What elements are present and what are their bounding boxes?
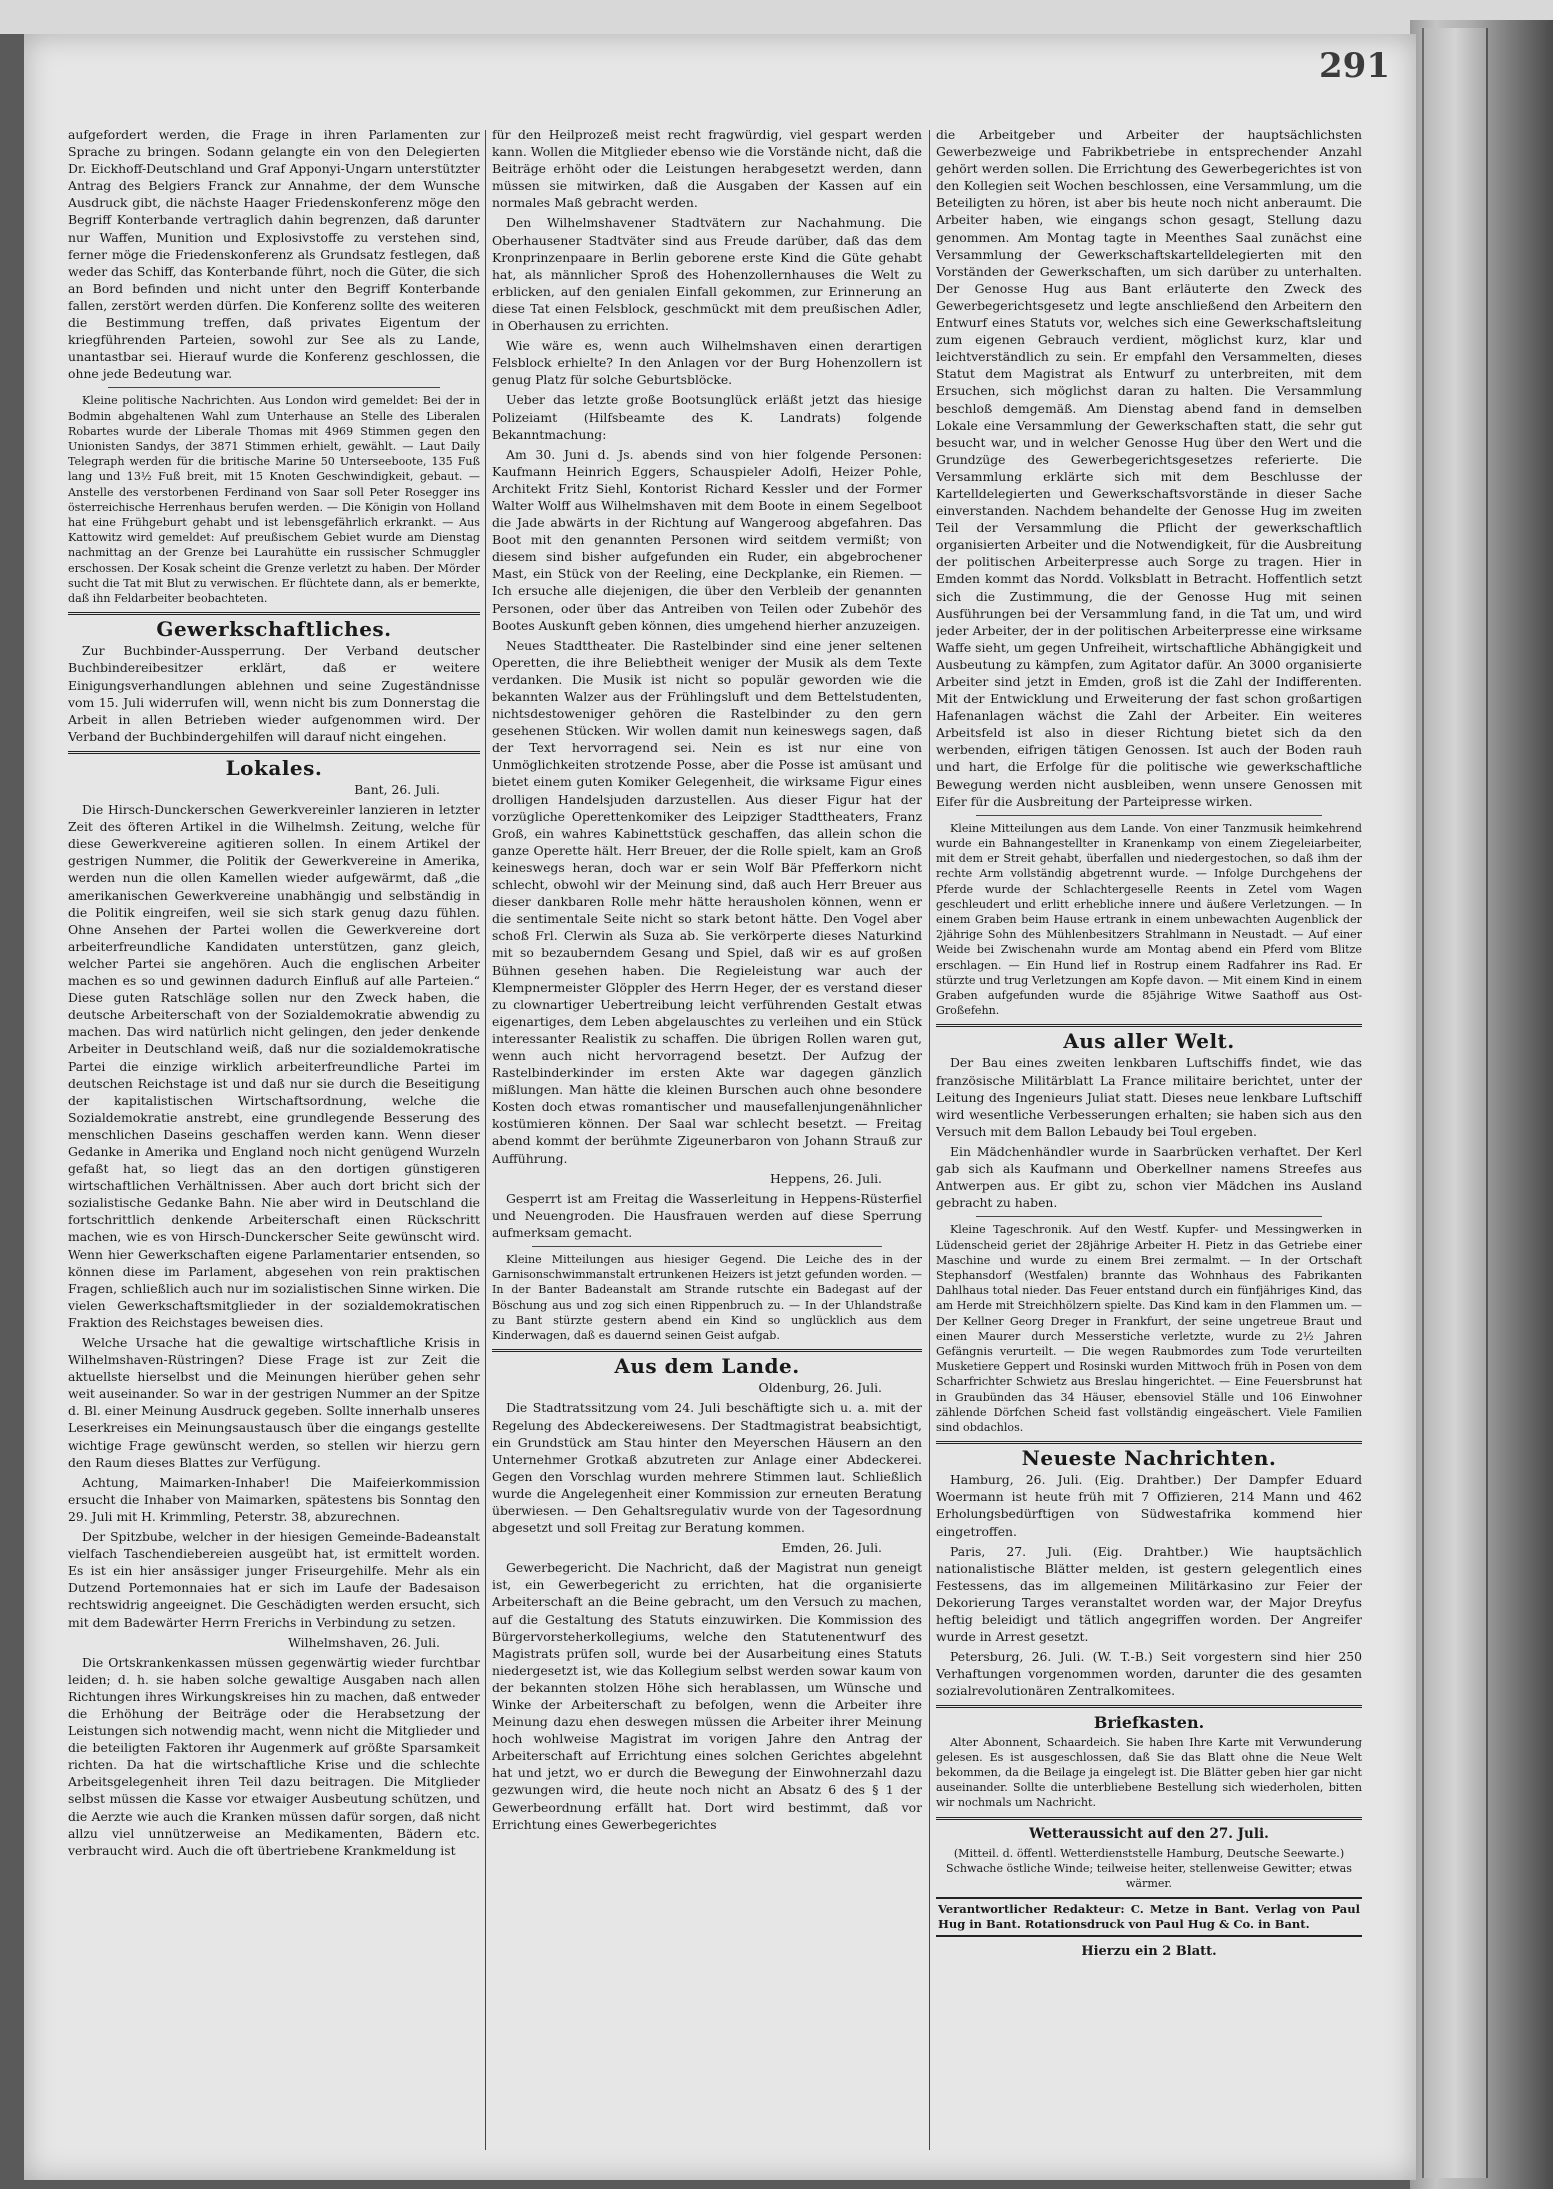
section-rule xyxy=(492,1349,922,1352)
supplement-note: Hierzu ein 2 Blatt. xyxy=(1081,1944,1217,1960)
book-spine xyxy=(1422,28,1488,2178)
dateline: Emden, 26. Juli. xyxy=(781,1540,882,1556)
news-brief: Kleine Tageschronik. Auf den Westf. Kupfer- und Messingwerken in Lüdenscheid geriet der 28jährige Arbeiter H. Pietz in das Getriebe einer Maschine und wurde zu einem Brei zermalmt. — In der Ortschaft Stephansdorf (Westfalen) brannte das Wohnhaus des Fabrikanten Dahlhaus total nieder. Das Feuer entstand durch ein fünfjähriges Kind, das am Herde mit Streichhölzern spielte. Das Kind kam in den Flammen um. — Der Kellner Georg Dreger in Frankfurt, der seine ungetreue Braut und einen Maurer durch Messerstiche verletzte, wurde zu 2½ Jahren Gefängnis verurteilt. — Die wegen Raubmordes zum Tode verurteilten Musketiere Geppert und Rosinski wurden Mittwoch früh in Posen von dem Scharfrichter Schwietz aus Breslau hingerichtet. — Eine Feuersbrunst hat in Graubünden das 34 Häuser, ebensoviel Ställe und 106 Einwohner zählende Dörfchen Scheid fast vollständig eingeäschert. Viele Familien sind obdachlos. xyxy=(936,1223,1362,1434)
article-paragraph: Ueber das letzte große Bootsunglück erläßt jetzt das hiesige Polizeiamt (Hilfsbeamte des K. Landrats) folgende Bekanntmachung: xyxy=(492,392,922,442)
article-paragraph: Zur Buchbinder-Aussperrung. Der Verband deutscher Buchbindereibesitzer erklärt, daß er weitere Einigungsverhandlungen ablehnen und seine Zugeständnisse vom 15. Juli widerrufen will, wenn nicht bis zum Donnerstag die Arbeit in allen Betrieben wieder aufgenommen wird. Der Verband der Buchbindergehilfen will darauf nicht eingehen. xyxy=(68,643,480,744)
article-paragraph: Der Spitzbube, welcher in der hiesigen Gemeinde-Badeanstalt vielfach Taschendiebereien ausgeübt hat, ist ermittelt worden. Es ist ein hier ansässiger junger Friseurgehilfe. Mehr als ein Dutzend Portemonnaies hat er sich im Laufe der Badesaison rechtswidrig angeeignet. Die Geschädigten werden ersucht, sich mit dem Badewärter Herrn Frerichs in Verbindung zu setzen. xyxy=(68,1529,480,1630)
column-1 xyxy=(68,126,480,2160)
article-paragraph: Der Bau eines zweiten lenkbaren Luftschiffs findet, wie das französische Militärblatt La France militaire berichtet, unter der Leitung des Ingenieurs Juliat statt. Dieses neue lenkbare Luftschiff wird wesentliche Verbesserungen erhalten; sie haben sich aus den Versuch mit dem Ballon Lebaudy bei Toul ergeben. xyxy=(936,1055,1362,1139)
news-brief: Kleine politische Nachrichten. Aus London wird gemeldet: Bei der in Bodmin abgehaltenen Wahl zum Unterhause an Stelle des Liberalen Robartes wurde der Liberale Thomas mit 4969 Stimmen gegen den Unionisten Sandys, der 3871 Stimmen erhielt, gewählt. — Laut Daily Telegraph werden für die britische Marine 50 Unterseeboote, 135 Fuß lang und 13½ Fuß breit, mit 15 Knoten Geschwindigkeit, gebaut. — Anstelle des verstorbenen Ferdinand von Saar soll Peter Rosegger ins österreichische Herrenhaus berufen werden. — Die Königin von Holland hat eine Frühgeburt gehabt und ist lebensgefährlich erkrankt. — Aus Kattowitz wird gemeldet: Auf preußischem Gebiet wurde am Dienstag nachmittag an der Grenze bei Laurahütte ein russischer Schmuggler erschossen. Der Kosak scheint die Grenze verletzt zu haben. Der Mörder sucht die Tat mit Blut zu verwischen. Er flüchtete dann, als er bemerkte, daß ihn Feldarbeiter beobachteten. xyxy=(68,394,480,606)
article-paragraph: Ein Mädchenhändler wurde in Saarbrücken verhaftet. Der Kerl gab sich als Kaufmann und Oberkellner namens Streefes aus Antwerpen aus. Er gibt zu, schon vier Mädchen ins Ausland gebracht zu haben. xyxy=(936,1143,1362,1211)
separator xyxy=(976,1216,1322,1217)
section-heading-lokales: Lokales. xyxy=(225,755,323,780)
section-rule xyxy=(936,1441,1362,1444)
article-paragraph: Wie wäre es, wenn auch Wilhelmshaven einen derartigen Felsblock erhielte? In den Anlagen vor der Burg Hohenzollern ist genug Platz für solche Geburtsblöcke. xyxy=(492,338,922,388)
article-paragraph: Gesperrt ist am Freitag die Wasserleitung in Heppens-Rüsterfiel und Neuengroden. Die Hausfrauen werden auf diese Sperrung aufmerksam gemacht. xyxy=(492,1190,922,1240)
article-paragraph: Die Hirsch-Dunckerschen Gewerkvereinler lanzieren in letzter Zeit des öfteren Artikel in die Wilhelmsh. Zeitung, welche für diese Gewerkvereine agitieren sollen. In einem Artikel der gestrigen Nummer, die Politik der Gewerkvereine in Amerika, werden nun die ollen Kamellen wieder aufgewärmt, daß „die amerikanischen Gewerkvereine unabhängig und selbständig in die Politik eingreifen, weil sie sich stark genug dazu fühlen. Ohne Ansehen der Partei wollen die Gewerkvereine dort arbeiterfreundliche Kandidaten unterstützen, ganz gleich, welcher Partei sie angehören. Auch die englischen Arbeiter machen es so und gewinnen dadurch Einfluß auf alle Parteien.“ Diese guten Ratschläge sollen nur den Zweck haben, die deutsche Arbeiterschaft von der Sozialdemokratie abwendig zu machen. Das wird natürlich nicht gelingen, den jeder denkende Arbeiter in Deutschland weiß, daß nur die sozialdemokratische Partei die einzige wirklich arbeiterfreundliche Partei im deutschen Reichstage ist und daß nur sie durch die Beseitigung der kapitalistischen Wirtschaftsordnung, welche die Sozialdemokratie anstrebt, eine grundlegende Besserung des menschlichen Daseins geschaffen werden kann. Wenn dieser Gedanke in Amerika und England noch nicht genügend Wurzeln gefaßt hat, so liegt das an den dortigen günstigeren wirtschaftlichen Verhältnissen. Aber auch dort bricht sich der sozialistische Gedanke Bahn. Nie aber wird in Deutschland die fortschrittlich denkende Arbeiterschaft einen Rückschritt machen, wie es von Hirsch-Dunckerscher Seite gewünscht wird. Wenn hier Gewerkschaften eigene Parlamentarier entsenden, so können diese im Parlament, abgesehen von rein praktischen Fragen, schließlich auch nur im sozialistischen Sinne wirken. Die vielen Gewerkschaftsmitglieder in der sozialdemokratischen Fraktion des Reichstages beweisen dies. xyxy=(68,802,480,1330)
section-heading-neueste-nachrichten: Neueste Nachrichten. xyxy=(1021,1446,1277,1471)
article-paragraph: Hamburg, 26. Juli. (Eig. Drahtber.) Der Dampfer Eduard Woermann ist heute früh mit 7 Offizieren, 214 Mann und 462 Erholungsbedürftigen von Südwestafrika kommend hier eingetroffen. xyxy=(936,1472,1362,1539)
news-brief: Kleine Mitteilungen aus dem Lande. Von einer Tanzmusik heimkehrend wurde ein Bahnangestellter in Kranenkamp von einem Ziegeleiarbeiter, mit dem er Streit gehabt, überfallen und niedergestochen, so daß ihm der rechte Arm vollständig abgetrennt wurde. — Infolge Durchgehens der Pferde wurde der Schlachtergeselle Reents in Zetel vom Wagen geschleudert und erlitt erhebliche innere und äußere Verletzungen. — In einem Graben beim Hause ertrank in einem unbewachten Augenblick der 2jährige Sohn des Mühlenbesitzers Strahlmann in Neustadt. — Auf einer Weide bei Zwischenahn wurde am Montag abend ein Pferd vom Blitze erschlagen. — Ein Hund lief in Rostrup einem Radfahrer ins Rad. Er stürzte und trug Verletzungen am Kopfe davon. — Mit einem Kind in einem Graben aufgefunden wurde die 85jährige Witwe Saathoff aus Ost-Großefehn. xyxy=(936,821,1362,1018)
imprint: Verantwortlicher Redakteur: C. Metze in Bant. Verlag von Paul Hug in Bant. Rotationsdruck von Paul Hug & Co. in Bant. xyxy=(936,1897,1362,1937)
weather-forecast: (Mitteil. d. öffentl. Wetterdienststelle Hamburg, Deutsche Seewarte.) Schwache östliche Winde; teilweise heiter, stellenweise Gewitter; etwas wärmer. xyxy=(946,1846,1352,1891)
section-rule xyxy=(936,1705,1362,1708)
dateline: Bant, 26. Juli. xyxy=(354,782,440,797)
separator xyxy=(976,815,1322,816)
dateline: Heppens, 26. Juli. xyxy=(769,1170,882,1186)
section-heading-aus-dem-lande: Aus dem Lande. xyxy=(614,1354,800,1379)
dateline: Oldenburg, 26. Juli. xyxy=(758,1380,882,1396)
section-rule xyxy=(936,1817,1362,1820)
article-paragraph: Neues Stadttheater. Die Rastelbinder sind eine jener seltenen Operetten, die ihre Beliebtheit weniger der Musik als dem Texte verdanken. Die Musik ist nicht so populär geworden wie die bekannten Walzer aus der Frühlingsluft und dem Bettelstudenten, nichtsdestoweniger gehören die Rastelbinder zu den gern gesehenen Stücken. Wir wollen damit nun keineswegs sagen, daß der Text hervorragend sei. Nein es ist nur eine von Unmöglichkeiten strotzende Posse, aber die Posse ist amüsant und bietet einem guten Komiker Gelegenheit, die wirksame Figur eines drolligen Handelsjuden darzustellen. Aus dieser Figur hat der vorzügliche Operettenkomiker des Leipziger Stadttheaters, Franz Groß, ein wahres Kabinettstück geschaffen, das allein schon die ganze Operette hält. Herr Breuer, der die Rolle spielt, kam an Groß keineswegs heran, doch war er sein Wolf Bär Pfefferkorn nicht schlecht, obwohl wir der Meinung sind, daß auch Herr Breuer aus dieser dankbaren Rolle mehr hätte herausholen können, wenn er die sentimentale Seite nicht so stark betont hätte. Den Vogel aber schoß Frl. Clerwin als Suza ab. Sie verkörperte dieses Naturkind mit so bezauberndem Gesang und Spiel, daß wir es auf großen Bühnen gesehen haben. Die Regieleistung war auch der Klempnermeister Glöppler des Herrn Heger, der es verstand dieser zu clownartiger Uebertreibung leicht verführenden Gestalt etwas eigenartiges, dem Leben abgelauschtes zu verleihen und ein Stück interessanter Realistik zu schaffen. Die übrigen Rollen waren gut, wenn auch nicht hervorragend besetzt. Der Aufzug der Rastelbinderkinder im ersten Akte war dagegen gänzlich mißlungen. Man hätte die kleinen Burschen auch ohne besondere Kosten doch etwas romantischer und mausefallenjungenähnlicher kostümieren können. Der Saal war schlecht besetzt. — Freitag abend kommt der berühmte Zigeunerbaron von Johann Strauß zur Aufführung. xyxy=(492,637,922,1166)
article-paragraph: Petersburg, 26. Juli. (W. T.-B.) Seit vorgestern sind hier 250 Verhaftungen vorgenommen worden, darunter die des gesamten sozialrevolutionären Zentralkomitees. xyxy=(936,1649,1362,1699)
page-number: 291 xyxy=(1319,46,1390,86)
article-paragraph: Achtung, Maimarken-Inhaber! Die Maifeierkommission ersucht die Inhaber von Maimarken, spätestens bis Sonntag den 29. Juli mit H. Krimmling, Peterstr. 38, abzurechnen. xyxy=(68,1474,480,1524)
article-paragraph: Die Stadtratssitzung vom 24. Juli beschäftigte sich u. a. mit der Regelung des Abdeckereiwesens. Der Stadtmagistrat beabsichtigt, ein Grundstück am Stau hinter den Meyerschen Häusern an den Unternehmer Grotkaß abzutreten zur Anlage einer Abdeckerei. Gegen den Vorschlag wurden mehrere Stimmen laut. Schließlich wurde die Angelegenheit einer Kommission zur erneuten Beratung überwiesen. — Den Gehaltsregulativ wurde von der Tagesordnung abgesetzt und soll Freitag zur Beratung kommen. xyxy=(492,1400,922,1536)
column-2 xyxy=(492,126,922,2160)
column-rule xyxy=(929,130,930,2150)
column-rule xyxy=(485,130,486,2150)
separator xyxy=(108,387,440,388)
newspaper-page xyxy=(24,34,1416,2180)
weather-heading: Wetteraussicht auf den 27. Juli. xyxy=(1029,1825,1269,1842)
section-heading-aus-aller-welt: Aus aller Welt. xyxy=(1063,1029,1235,1054)
article-paragraph: die Arbeitgeber und Arbeiter der hauptsächlichsten Gewerbezweige und Fabrikbetriebe in entsprechender Anzahl gehört werden sollen. Die Errichtung des Gewerbegerichtes ist von den Kollegien seit Wochen beschlossen, eine Versammlung, um die Beteiligten zu hören, ist aber bis heute noch nicht anberaumt. Die Arbeiter haben, wie eingangs schon gesagt, Stellung dazu genommen. Am Montag tagte in Meenthes Saal zunächst eine Versammlung der Gewerkschaftskartelldelegierten mit den Vorständen der Gewerkschaften, um sich darüber zu unterhalten. Der Genosse Hug aus Bant erläuterte den Zweck des Gewerbegerichtsgesetz und legte anschließend den Arbeitern den Entwurf eines Statuts vor, welches sich eine Gewerkschaftsleitung zum eigenen Gebrauch verdient, möglichst kurz, klar und leichtverständlich zu sein. Er empfahl den Versammelten, dieses Statut dem Magistrat als Entwurf zu unterbreiten, mit dem Ersuchen, sich möglichst daran zu halten. Die Versammlung beschloß demgemäß. Am Dienstag abend fand in demselben Lokale eine Versammlung der Gewerkschaften statt, die sehr gut besucht war, und in welcher Genosse Hug über den Wert und die Grundzüge des Gewerbegerichtsgesetzes referierte. Die Versammlung erklärte sich mit dem Beschlusse der Kartelldelegierten und Gewerkschaftsvorstände in dieser Sache einverstanden. Nachdem behandelte der Genosse Hug im zweiten Teil der Versammlung die Pflicht der gewerkschaftlich organisierten Arbeiter und die Notwendigkeit, für die Ausbreitung der politischen Arbeiterpresse auch Sorge zu tragen. Hier in Emden kommt das Nordd. Volksblatt in Betracht. Hoffentlich setzt sich die Zustimmung, die der Genosse Hug mit seinen Ausführungen bei der Versammlung fand, in die Tat um, und wird jeder Arbeiter, der in der politischen Arbeiterpresse eine wirksame Waffe sieht, um gegen Unfreiheit, wirtschaftliche Abhängigkeit und Ausbeutung zu kämpfen, zum Agitator dafür. An 3000 organisierte Arbeiter sind jetzt in Emden, groß ist die Zahl der Indifferenten. Mit der Entwicklung und Erweiterung der fast schon großartigen Hafenanlagen wächst die Zahl der Arbeiter. Ein weiteres Arbeitsfeld ist also in dieser Richtung bietet sich da den werbenden, eifrigen tätigen Genossen. Ist auch der Boden rauh und hart, die Erfolge für die politische wie gewerkschaftliche Bewegung werden nicht ausbleiben, wenn unsere Genossen mit Eifer für die Ausbreitung der Parteipresse wirken. xyxy=(936,127,1362,809)
section-rule xyxy=(936,1024,1362,1027)
scan-top-edge xyxy=(0,0,1553,34)
article-paragraph: Den Wilhelmshavener Stadtvätern zur Nachahmung. Die Oberhausener Stadtväter sind aus Freude darüber, daß das dem Kronprinzenpaare in Berlin geborene erste Kind die Güte gehabt hat, als männlicher Sproß des Hohenzollernhauses die Welt zu erblicken, auf den genialen Einfall gekommen, zur Erinnerung an diese Tat einen Felsblock, geschmückt mit dem preußischen Adler, in Oberhausen zu errichten. xyxy=(492,215,922,334)
article-paragraph: Die Ortskrankenkassen müssen gegenwärtig wieder furchtbar leiden; d. h. sie haben solche gewaltige Ausgaben nach allen Richtungen ihres Wirkungskreises hin zu machen, daß entweder die Erhöhung der Beiträge oder die Herabsetzung der Leistungen sich notwendig macht, wenn nicht die Mitglieder und die beteiligten Faktoren ihr Augenmerk auf größte Sparsamkeit richten. Da hat die wirtschaftliche Krise und die schlechte Arbeitsgelegenheit ihren Teil dazu beitragen. Die Mitglieder selbst müssen die Kasse vor etwaiger Ausbeutung schützen, und die Aerzte wie auch die Kranken müssen dafür sorgen, daß nicht allzu viel unnützerweise an Medikamenten, Bädern etc. verbraucht wird. Auch die oft übertriebene Krankmeldung ist xyxy=(68,1654,480,1858)
section-heading-briefkasten: Briefkasten. xyxy=(1093,1713,1205,1733)
letter-reply: Alter Abonnent, Schaardeich. Sie haben Ihre Karte mit Verwunderung gelesen. Es ist ausgeschlossen, daß Sie das Blatt ohne die Neue Welt bekommen, da die Beilage ja eingelegt ist. Die Blätter geben hier gar nicht auseinander. Sollte die unterbliebene Bestellung sich wiederholen, bitten wir nochmals um Nachricht. xyxy=(936,1735,1362,1810)
article-paragraph: Gewerbegericht. Die Nachricht, daß der Magistrat nun geneigt ist, ein Gewerbegericht zu errichten, hat die organisierte Arbeiterschaft an die Beine gebracht, um den Versuch zu machen, auf die Gestaltung des Statuts einzuwirken. Die Kommission des Bürgervorsteherkollegiums, welche den Statutenentwurf des Magistrats prüfen soll, wurde bei der Ausarbeitung eines Statuts niedergesetzt ist, wie das Kollegium selbst werden sowar kaum von der bekannten stolzen Höhe sich herablassen, um Wünsche und Winke der Arbeiterschaft zu befolgen, wenn die Arbeiter ihre Meinung dazu ehen deswegen müssen die Arbeiter ihrer Meinung hoch wohlweise Magistrat im vorigen Jahre den Antrag der Arbeiterschaft auf Errichtung eines solchen Gerichtes abgelehnt hat und jetzt, wo er durch die Bewegung der Einwohnerzahl dazu gezwungen wird, die heute noch nicht an Absatz 6 des § 1 der Gewerbeordnung erfällt hat. Dort wird bestimmt, daß vor Errichtung eines Gewerbegerichtes xyxy=(492,1560,922,1832)
article-paragraph: aufgefordert werden, die Frage in ihren Parlamenten zur Sprache zu bringen. Sodann gelangte ein von den Delegierten Dr. Eickhoff-Deutschland und Graf Apponyi-Ungarn unterstützter Antrag des Belgiers Franck zur Annahme, der dem Wunsche Ausdruck gibt, die nächste Haager Friedenskonferenz möge den Begriff Konterbande vertraglich dahin begrenzen, daß darunter nur Waffen, Munition und Explosivstoffe zu verstehen sind, ferner möge die Friedenskonferenz als Grundsatz festlegen, daß weder das Schiff, das Konterbande führt, noch die Güter, die sich an Bord befinden und nicht unter den Begriff Konterbande fallen, zerstört werden dürfen. Die Konferenz sollte des weiteren die Bestimmung treffen, daß privates Eigentum der kriegführenden Parteien, sowohl zur See als zu Lande, unantastbar sei. Hierauf wurde die Konferenz geschlossen, die ohne jede Bedeutung war. xyxy=(68,127,480,382)
article-paragraph: Welche Ursache hat die gewaltige wirtschaftliche Krisis in Wilhelmshaven-Rüstringen? Diese Frage ist zur Zeit die aktuellste hierselbst und die Meinungen hierüber gehen sehr weit auseinander. So war in der gestrigen Nummer an der Spitze d. Bl. einer Meinung Ausdruck gegeben. Sollte innerhalb unseres Leserkreises ein Meinungsaustausch über die eingangs gestellte wichtige Frage gewünscht werden, so stellen wir hierzu gern den Raum dieses Blattes zur Verfügung. xyxy=(68,1335,480,1470)
section-heading-gewerkschaftliches: Gewerkschaftliches. xyxy=(156,617,392,642)
section-rule xyxy=(68,612,480,615)
section-rule xyxy=(68,751,480,754)
separator xyxy=(532,1246,882,1247)
dateline: Wilhelmshaven, 26. Juli. xyxy=(288,1634,440,1650)
column-3 xyxy=(936,126,1362,2160)
article-paragraph: für den Heilprozeß meist recht fragwürdig, viel gespart werden kann. Wollen die Mitglieder ebenso wie die Vorstände nicht, daß die Beiträge erhöht oder die Leistungen herabgesetzt werden, dann müssen sie mitwirken, daß die Ausgaben der Kassen auf ein normales Maß gebracht werden. xyxy=(492,127,922,211)
article-paragraph: Paris, 27. Juli. (Eig. Drahtber.) Wie hauptsächlich nationalistische Blätter melden, ist gestern gelegentlich eines Festessens, das im allgemeinen Militärkasino zur Feier der Dekorierung Targes veranstaltet worden war, der Major Dreyfus heftig beleidigt und tätlich angegriffen worden. Der Angreifer wurde in Arrest gesetzt. xyxy=(936,1543,1362,1645)
news-brief: Kleine Mitteilungen aus hiesiger Gegend. Die Leiche des in der Garnisonschwimmanstalt ertrunkenen Heizers ist jetzt gefunden worden. — In der Banter Badeanstalt am Strande rutschte ein Badegast auf der Böschung aus und zog sich einen Rippenbruch zu. — In der Uhlandstraße zu Bant stürzte gestern abend ein Kind so unglücklich aus dem Kinderwagen, daß es dauernd seinen Geist aufgab. xyxy=(492,1253,922,1343)
article-paragraph: Am 30. Juni d. Js. abends sind von hier folgende Personen: Kaufmann Heinrich Eggers, Schauspieler Adolfi, Heizer Pohle, Architekt Fritz Siehl, Kontorist Richard Kessler und der Former Walter Wolff aus Wilhelmshaven mit dem Boote in einem Segelboot die Jade abwärts in der Richtung auf Wangeroog abgefahren. Das Boot mit den genannten Personen wird seitdem vermißt; von diesem sind bisher aufgefunden ein Ruder, ein abgebrochener Mast, ein Stück von der Reeling, eine Deckplanke, ein Riemen. — Ich ersuche alle diejenigen, die über den Verbleib der genannten Personen, oder über das Antreiben von Teilen oder Zubehör des Bootes Auskunft geben können, dies umgehend hierher anzuzeigen. xyxy=(492,446,922,633)
